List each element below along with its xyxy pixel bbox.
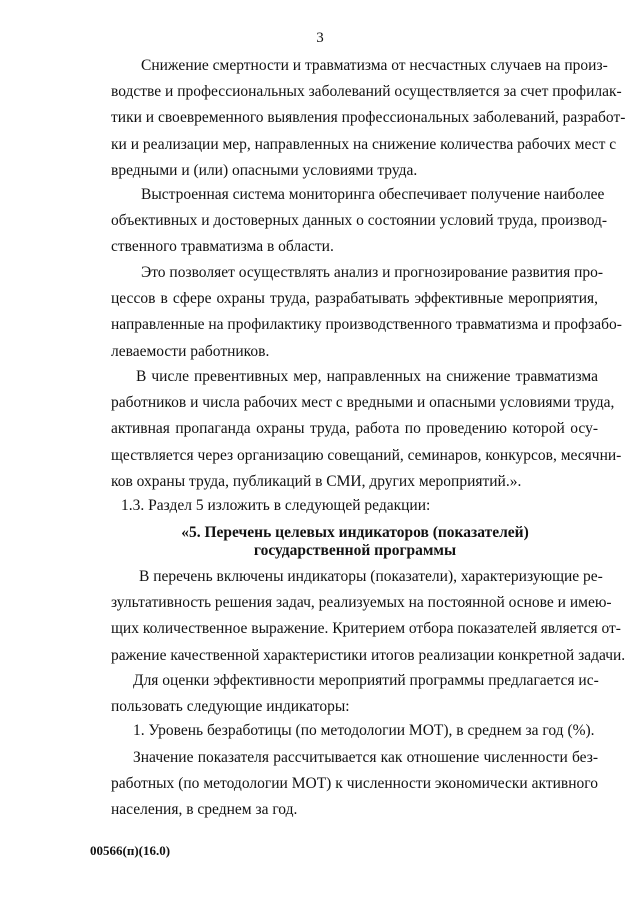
text-line: направленные на профилактику производственного травматизма и профзабо- (111, 316, 622, 334)
text-line: Значение показателя рассчитывается как отношение численности без- (133, 749, 598, 766)
section-heading (150, 524, 560, 560)
text-line: щих количественное выражение. Критерием отбора показателей является от- (111, 620, 621, 638)
text-line: вредными и (или) опасными условиями труда. (111, 161, 418, 179)
text-line: водстве и профессиональных заболеваний осуществляется за счет профилак- (111, 83, 622, 101)
text-line: Выстроенная система мониторинга обеспечивает получение наиболее (141, 186, 605, 203)
text-line: ственного травматизма в области. (111, 238, 334, 256)
paragraph-unemployment-indicator (111, 718, 598, 744)
text-line: работников и числа рабочих мест с вредными и опасными условиями труда, (111, 394, 615, 412)
text-line: тики и своевременного выявления профессиональных заболеваний, разработ- (111, 109, 626, 127)
paragraph-section-amendment (111, 493, 598, 519)
text-line: Это позволяет осуществлять анализ и прогнозирование развития про- (141, 264, 604, 281)
text-line: населения, в среднем за год. (111, 801, 298, 819)
text-line: цессов в сфере охраны труда, разрабатывать эффективные мероприятия, (111, 290, 598, 308)
paragraph-preventive-measures (111, 364, 622, 495)
text-line: зультативность решения задач, реализуемых на постоянной основе и имею- (111, 594, 612, 612)
heading-line: государственной программы (253, 542, 457, 559)
text-line: активная пропаганда охраны труда, работа по проведению которой осу- (111, 420, 598, 438)
page-number: 3 (316, 30, 324, 46)
paragraph-evaluation (111, 668, 598, 720)
text-line: Для оценки эффективности мероприятий программы предлагается ис- (133, 672, 599, 689)
text-line: леваемости работников. (111, 342, 270, 360)
paragraph-indicator-list (111, 564, 626, 669)
text-line: Снижение смертности и травматизма от несчастных случаев на произ- (141, 57, 608, 74)
text-line: ражение качественной характеристики итогов реализации конкретной задачи. (111, 646, 626, 664)
text-line: пользовать следующие индикаторы: (111, 698, 350, 716)
text-line: работных (по методологии МОТ) к численности экономически активного (111, 775, 598, 793)
paragraph-monitoring-system (111, 182, 608, 261)
document-code: 00566(п)(16.0) (90, 843, 171, 858)
text-line: 1.3. Раздел 5 изложить в следующей редакции: (121, 497, 431, 514)
paragraph-indicator-calculation (111, 745, 598, 824)
text-line: 1. Уровень безработицы (по методологии МОТ), в среднем за год (%). (133, 722, 595, 739)
text-line: ки и реализации мер, направленных на снижение количества рабочих мест с (111, 135, 617, 153)
text-line: ществляется через организацию совещаний, семинаров, конкурсов, месячни- (111, 446, 622, 464)
text-line: объективных и достоверных данных о состоянии условий труда, производ- (111, 212, 608, 230)
text-line: В числе превентивных мер, направленных на снижение травматизма (136, 368, 598, 385)
text-line: В перечень включены индикаторы (показатели), характеризующие ре- (139, 568, 603, 585)
paragraph-mortality-reduction (111, 53, 626, 184)
heading-line: «5. Перечень целевых индикаторов (показателей) (181, 524, 529, 541)
paragraph-analysis (111, 260, 622, 365)
text-line: ков охраны труда, публикаций в СМИ, других мероприятий.». (111, 472, 522, 490)
